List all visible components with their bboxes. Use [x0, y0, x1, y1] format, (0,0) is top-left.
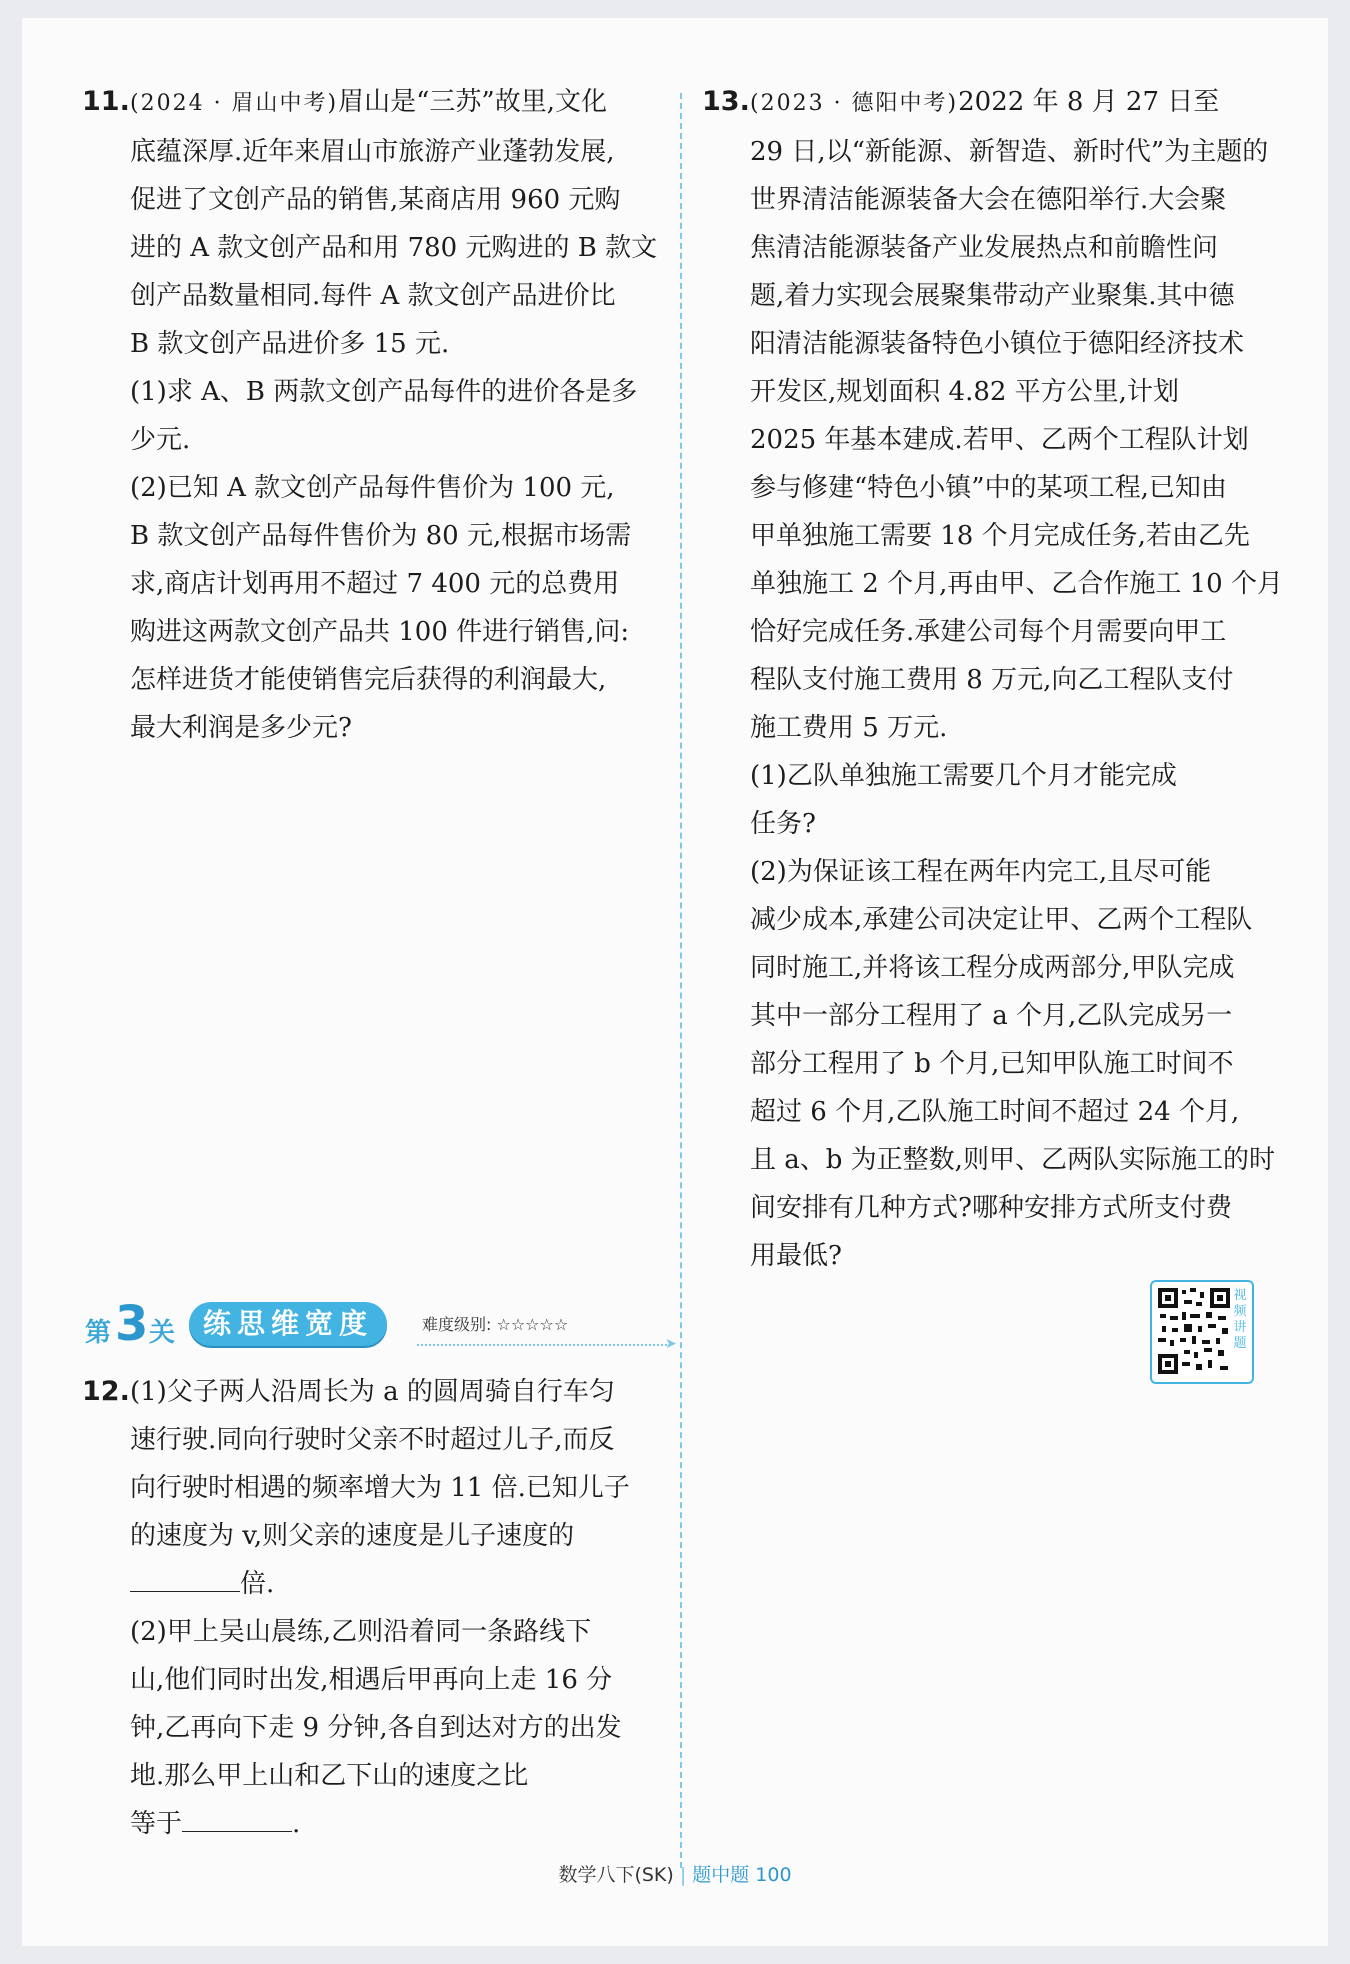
problem-line: 地.那么甲上山和乙下山的速度之比 — [130, 1761, 529, 1791]
problem-line: (1)乙队单独施工需要几个月才能完成 — [750, 761, 1177, 791]
section-number: 3 — [115, 1296, 149, 1352]
problem-line: 甲单独施工需要 18 个月完成任务,若由乙先 — [750, 521, 1250, 551]
problem-line: 超过 6 个月,乙队施工时间不超过 24 个月, — [750, 1097, 1240, 1127]
problem-line: 底蕴深厚.近年来眉山市旅游产业蓬勃发展, — [130, 137, 615, 167]
problem-line: 钟,乙再向下走 9 分钟,各自到达对方的出发 — [130, 1713, 622, 1743]
problem-line: 单独施工 2 个月,再由甲、乙合作施工 10 个月 — [750, 569, 1283, 599]
problem-number: 13. — [702, 86, 750, 117]
problem-source: (2024 · 眉山中考) — [130, 91, 339, 116]
section-dotted-line — [417, 1344, 667, 1346]
problem-line: 求,商店计划再用不超过 7 400 元的总费用 — [130, 569, 620, 599]
problem-line: 创产品数量相同.每件 A 款文创产品进价比 — [130, 281, 616, 311]
problem-number: 12. — [82, 1376, 130, 1407]
problem-line: 部分工程用了 b 个月,已知甲队施工时间不 — [750, 1049, 1234, 1079]
problem-line: (2)已知 A 款文创产品每件售价为 100 元, — [130, 473, 615, 503]
page — [22, 18, 1328, 1946]
problem-line: 等于 . — [82, 1800, 682, 1848]
problem-number: 11. — [82, 86, 130, 117]
problem-line: 其中一部分工程用了 a 个月,乙队完成另一 — [750, 1001, 1233, 1031]
problem-line: 世界清洁能源装备大会在德阳举行.大会聚 — [750, 185, 1227, 215]
qr-code[interactable] — [1150, 1280, 1254, 1384]
problem-line: 倍. — [82, 1560, 682, 1608]
problem-line: 同时施工,并将该工程分成两部分,甲队完成 — [750, 953, 1235, 983]
problem-line: 阳清洁能源装备特色小镇位于德阳经济技术 — [750, 329, 1245, 359]
footer-book: 数学八下(SK) — [558, 1864, 674, 1886]
problem-13 — [702, 78, 1302, 1280]
column-divider — [680, 93, 682, 1868]
problem-line: 山,他们同时出发,相遇后甲再向上走 16 分 — [130, 1665, 613, 1695]
arrow-right-icon: ➤ — [665, 1336, 677, 1352]
problem-12 — [82, 1368, 682, 1848]
section-suffix: 关 — [149, 1318, 176, 1348]
problem-line: 12.(1)父子两人沿周长为 a 的圆周骑自行车匀 — [82, 1368, 682, 1416]
problem-line: 购进这两款文创产品共 100 件进行销售,问: — [130, 617, 630, 647]
problem-line: 进的 A 款文创产品和用 780 元购进的 B 款文 — [130, 233, 658, 263]
problem-line: B 款文创产品进价多 15 元. — [130, 329, 450, 359]
problem-line: 任务? — [750, 809, 816, 839]
problem-line: 程队支付施工费用 8 万元,向乙工程队支付 — [750, 665, 1234, 695]
problem-line: 最大利润是多少元? — [130, 713, 352, 743]
problem-line: 参与修建“特色小镇”中的某项工程,已知由 — [750, 473, 1227, 503]
problem-line: 速行驶.同向行驶时父亲不时超过儿子,而反 — [130, 1425, 615, 1455]
problem-11 — [82, 78, 682, 752]
section-title: 练思维宽度 — [189, 1302, 387, 1346]
section-prefix: 第 — [85, 1318, 112, 1348]
page-footer — [22, 1860, 1328, 1887]
answer-blank[interactable] — [182, 1803, 292, 1832]
problem-line: 且 a、b 为正整数,则甲、乙两队实际施工的时 — [750, 1145, 1275, 1175]
problem-line: 恰好完成任务.承建公司每个月需要向甲工 — [750, 617, 1227, 647]
problem-line: B 款文创产品每件售价为 80 元,根据市场需 — [130, 521, 632, 551]
problem-line: 题,着力实现会展聚集带动产业聚集.其中德 — [750, 281, 1235, 311]
problem-line: 开发区,规划面积 4.82 平方公里,计划 — [750, 377, 1179, 407]
problem-line: 少元. — [130, 425, 191, 455]
footer-separator: | — [679, 1864, 687, 1886]
problem-line: 减少成本,承建公司决定让甲、乙两个工程队 — [750, 905, 1253, 935]
problem-line: 焦清洁能源装备产业发展热点和前瞻性问 — [750, 233, 1219, 263]
problem-line: (1)求 A、B 两款文创产品每件的进价各是多 — [130, 377, 638, 407]
problem-line: 怎样进货才能使销售完后获得的利润最大, — [130, 665, 607, 695]
footer-section: 题中题 — [692, 1864, 750, 1886]
problem-line: 用最低? — [750, 1241, 842, 1271]
difficulty-rating: 难度级别: ☆☆☆☆☆ — [422, 1315, 569, 1334]
section-header — [77, 1296, 687, 1356]
problem-line: 13.(2023 · 德阳中考)2022 年 8 月 27 日至 — [702, 78, 1302, 128]
answer-blank[interactable] — [130, 1563, 240, 1592]
problem-line: 向行驶时相遇的频率增大为 11 倍.已知儿子 — [130, 1473, 630, 1503]
problem-line: (2)为保证该工程在两年内完工,且尽可能 — [750, 857, 1212, 887]
problem-line: (2)甲上吴山晨练,乙则沿着同一条路线下 — [130, 1617, 592, 1647]
qr-code-icon — [1158, 1288, 1230, 1374]
problem-line: 促进了文创产品的销售,某商店用 960 元购 — [130, 185, 621, 215]
page-number: 100 — [755, 1864, 792, 1886]
problem-line: 2025 年基本建成.若甲、乙两个工程队计划 — [750, 425, 1249, 455]
problem-line: 施工费用 5 万元. — [750, 713, 948, 743]
qr-label: 视频讲题 — [1233, 1288, 1247, 1351]
problem-source: (2023 · 德阳中考) — [750, 91, 959, 116]
problem-line: 的速度为 v,则父亲的速度是儿子速度的 — [130, 1521, 575, 1551]
problem-line: 11.(2024 · 眉山中考)眉山是“三苏”故里,文化 — [82, 78, 682, 128]
problem-line: 间安排有几种方式?哪种安排方式所支付费 — [750, 1193, 1232, 1223]
problem-line: 29 日,以“新能源、新智造、新时代”为主题的 — [750, 137, 1269, 167]
